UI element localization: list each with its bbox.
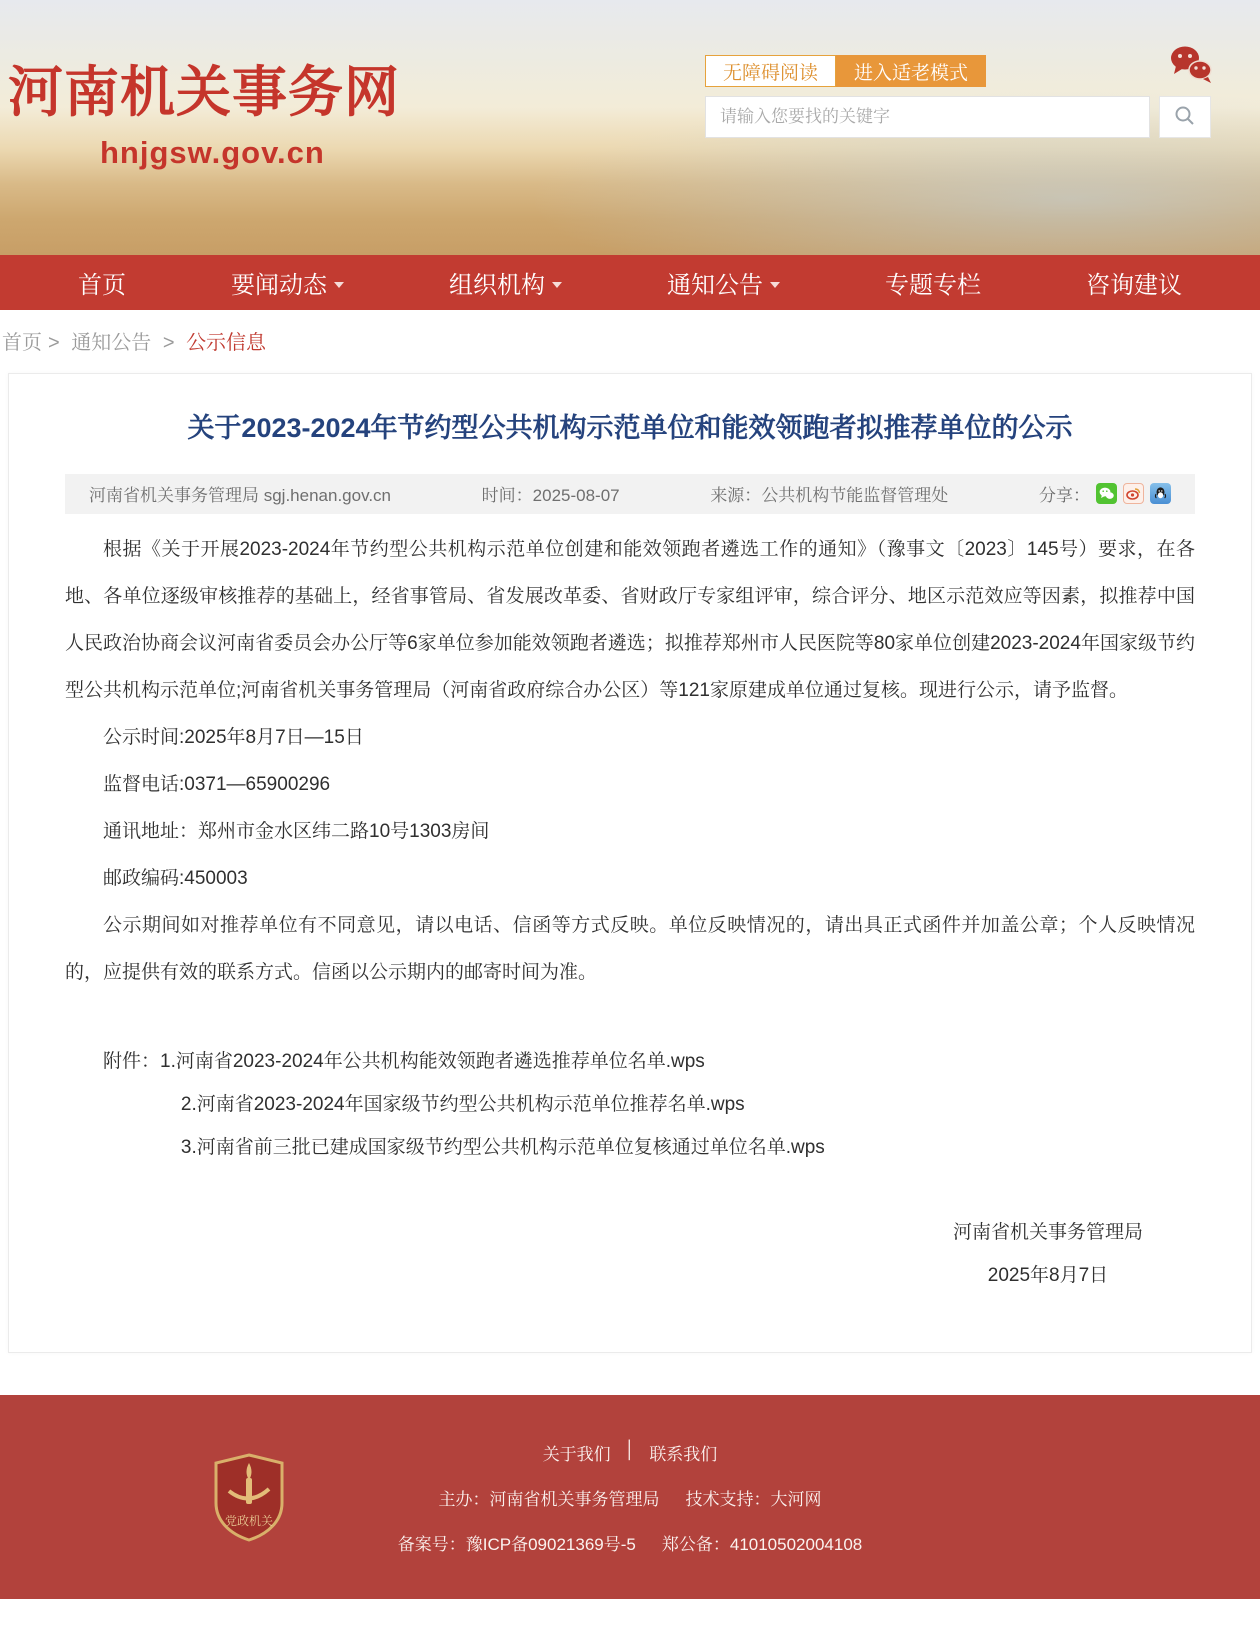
footer-police-number: 郑公备：41010502004108 — [661, 1534, 863, 1554]
info-postal-code: 邮政编码:450003 — [103, 867, 248, 889]
attachment-link-1[interactable]: 1.河南省2023-2024年公共机构能效领跑者遴选推荐单位名单.wps — [160, 1050, 705, 1072]
attachment-item — [65, 1040, 1195, 1083]
accessibility-reading-button[interactable]: 无障碍阅读 — [705, 55, 836, 87]
footer-link-contact[interactable]: 联系我们 — [649, 1444, 718, 1464]
footer-link-divider: │ — [624, 1439, 636, 1459]
footer-tech-support: 技术支持：大河网 — [685, 1489, 822, 1509]
paragraph-main: 根据《关于开展2023-2024年节约型公共机构示范单位创建和能效领跑者遴选工作的通知》（豫事文〔2023〕145号）要求，在各地、各单位逐级审核推荐的基础上，经省事管局、省发展改革委、省财政厅专家组评审，综合评分、地区示范效应等因素，拟推荐中国人民政治协商会议河南省委员会办公厅等6家单位参加能效领跑者遴选；拟推荐郑州市人民医院等80家单位创建2023-2024年国家级节约型公共机构示范单位;河南省机关事务管理局（河南省政府综合办公区）等121家原建成单位通过复核。现进行公示，请予监督。 — [65, 538, 1195, 701]
footer-link-about[interactable]: 关于我们 — [542, 1444, 611, 1464]
share-weibo-icon[interactable] — [1123, 483, 1144, 504]
paragraph-feedback: 公示期间如对推荐单位有不同意见，请以电话、信函等方式反映。单位反映情况的，请出具正式函件并加盖公章；个人反映情况的，应提供有效的联系方式。信函以公示期内的邮寄时间为准。 — [65, 914, 1195, 983]
svg-text:党政机关: 党政机关 — [224, 1514, 274, 1528]
share-qq-icon[interactable] — [1150, 483, 1171, 504]
elder-mode-button[interactable]: 进入适老模式 — [836, 55, 986, 87]
breadcrumb — [0, 310, 1260, 367]
chevron-down-icon — [770, 282, 780, 288]
info-publicity-period: 公示时间:2025年8月7日—15日 — [103, 726, 364, 748]
signature-block — [65, 1211, 1195, 1297]
footer-icp-number: 备案号：豫ICP备09021369号-5 — [397, 1534, 636, 1554]
site-banner — [0, 0, 1260, 255]
nav-item-home[interactable]: 首页 — [78, 272, 126, 299]
party-government-badge-icon — [212, 1453, 286, 1543]
breadcrumb-current: 公示信息 — [186, 332, 267, 354]
footer-gap — [0, 1353, 1260, 1395]
breadcrumb-separator: > — [162, 332, 175, 354]
breadcrumb-home[interactable]: 首页 — [2, 332, 42, 354]
search-button[interactable] — [1159, 96, 1211, 138]
attachments-label: 附件： — [103, 1050, 161, 1072]
chevron-down-icon — [552, 282, 562, 288]
site-title: 河南机关事务网 — [8, 61, 401, 123]
info-mailing-address: 通讯地址：郑州市金水区纬二路10号1303房间 — [103, 820, 490, 842]
page-title: 关于2023-2024年节约型公共机构示范单位和能效领跑者拟推荐单位的公示 — [187, 413, 1073, 443]
site-logo — [8, 48, 400, 171]
share-label: 分享： — [1038, 486, 1090, 506]
attachment-item — [65, 1126, 1195, 1169]
breadcrumb-notices[interactable]: 通知公告 — [71, 332, 152, 354]
site-footer — [0, 1395, 1260, 1599]
attachments-section — [65, 1040, 1195, 1169]
article-body — [65, 526, 1195, 1297]
nav-item-organization[interactable]: 组织机构 — [449, 265, 562, 300]
nav-item-notices[interactable]: 通知公告 — [667, 265, 780, 300]
signature-organization: 河南省机关事务管理局 — [952, 1221, 1143, 1243]
main-nav — [0, 255, 1260, 310]
attachment-item — [65, 1083, 1195, 1126]
wechat-icon[interactable] — [1168, 44, 1214, 86]
info-supervision-phone: 监督电话:0371—65900296 — [103, 773, 331, 795]
breadcrumb-separator: > — [48, 332, 60, 354]
article-card — [8, 373, 1252, 1353]
share-wechat-icon[interactable] — [1096, 483, 1117, 504]
search-icon — [1173, 104, 1197, 131]
nav-item-consultation[interactable]: 咨询建议 — [1086, 272, 1182, 299]
attachment-link-3[interactable]: 3.河南省前三批已建成国家级节约型公共机构示范单位复核通过单位名单.wps — [180, 1136, 825, 1158]
search-input[interactable] — [705, 96, 1150, 138]
attachment-link-2[interactable]: 2.河南省2023-2024年国家级节约型公共机构示范单位推荐名单.wps — [180, 1093, 745, 1115]
meta-source-site: 河南省机关事务管理局 sgj.henan.gov.cn — [89, 486, 391, 506]
nav-item-special-topics[interactable]: 专题专栏 — [885, 272, 981, 299]
site-domain: hnjgsw.gov.cn — [100, 135, 325, 170]
meta-time: 时间：2025-08-07 — [481, 486, 620, 506]
footer-host: 主办：河南省机关事务管理局 — [438, 1489, 660, 1509]
signature-date: 2025年8月7日 — [987, 1264, 1109, 1286]
meta-origin: 来源：公共机构节能监督管理处 — [710, 486, 949, 506]
nav-item-news[interactable]: 要闻动态 — [231, 265, 344, 300]
chevron-down-icon — [334, 282, 344, 288]
article-meta-bar — [65, 474, 1195, 514]
